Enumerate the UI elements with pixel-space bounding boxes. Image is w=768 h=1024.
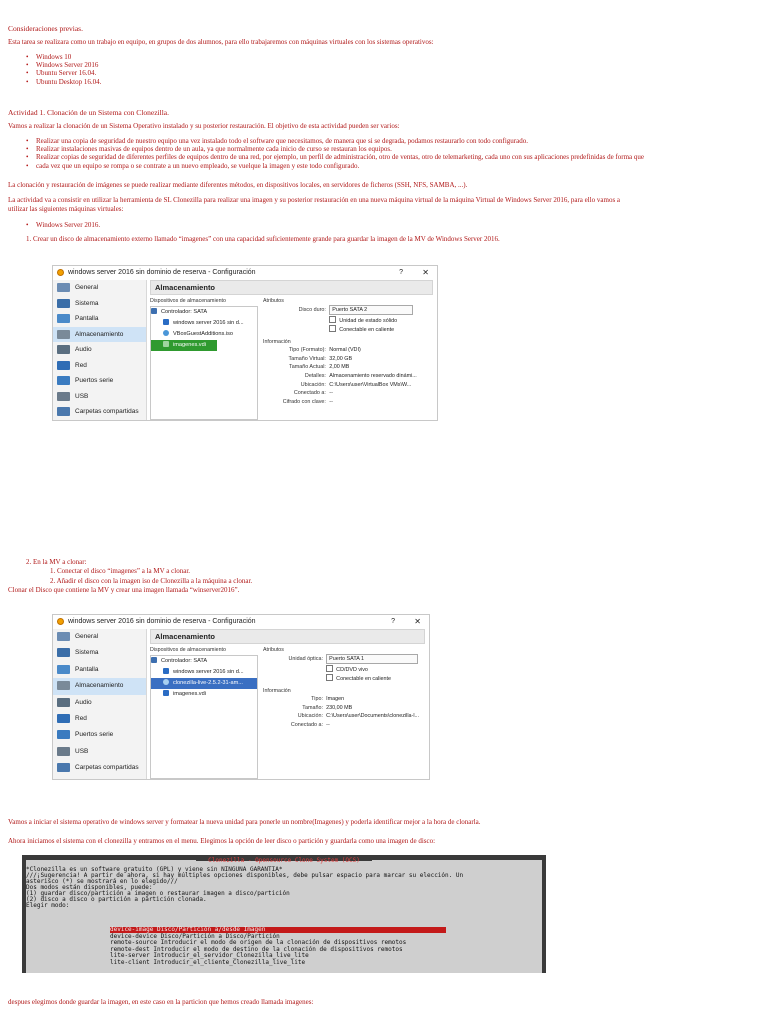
list-item: • Realizar copias de seguridad de diferentes perfiles de equipos dentro de una red, por ejemplo, un perfil de administración, otro de ventas, otro de telemarketing, cada uno con sus aplicaciones predefinidas de forma que	[22, 153, 644, 161]
sidebar-item-carpetas-compartidas[interactable]: Carpetas compartidas	[53, 760, 146, 776]
controller-icon	[151, 308, 157, 314]
menu-option[interactable]: remote-source Introducir el modo de origen de la clonación de dispositivos remotos	[110, 939, 407, 946]
menu-option[interactable]: device-device Disco/Partición a Disco/Partición	[110, 932, 280, 940]
controller-node[interactable]: Controlador: SATA	[151, 656, 257, 667]
info-row: Tipo: Imagen	[311, 696, 345, 703]
usb-icon	[57, 747, 70, 756]
hotplug-checkbox[interactable]	[329, 325, 336, 332]
menu-option-selected[interactable]: device-image Disco/Partición a/desde Imagen	[110, 927, 446, 933]
panel-title: Almacenamiento	[150, 629, 425, 644]
sidebar-item-usb[interactable]: USB	[53, 744, 146, 760]
optical-port-select[interactable]: Puerto SATA 1	[326, 654, 418, 664]
sidebar-item-pantalla[interactable]: Pantalla	[53, 311, 146, 327]
attributes-panel	[263, 297, 433, 420]
boot-paragraph: Ahora iniciamos el sistema con el clonezilla y entramos en el menu. Elegimos la opción de leer disco o partición y guardarla como una imagen de disco:	[8, 837, 436, 845]
optical-drive-label: Unidad óptica:	[288, 656, 323, 662]
live-cd-checkbox[interactable]	[326, 665, 333, 672]
storage-icon	[57, 330, 70, 339]
settings-main	[150, 629, 425, 779]
terminal-line: (1) guardar disco/partición a imagen o restaurar imagen a disco/partición	[26, 890, 290, 897]
sidebar-item-almacenamiento[interactable]: Almacenamiento	[53, 327, 146, 343]
close-button[interactable]: ✕	[414, 617, 421, 626]
tree-caption: Dispositivos de almacenamiento	[150, 298, 226, 304]
info-row: Tamaño Actual: 2,00 MB	[289, 364, 350, 371]
attributes-caption: Atributos	[263, 647, 284, 653]
list-item: • Realizar instalaciones masivas de equipos dentro de un aula, ya que normalmente cada inicio de curso se restauran los equipos.	[22, 145, 644, 153]
activity1-heading: Actividad 1. Clonación de un Sistema con Clonezilla.	[8, 108, 170, 117]
close-button[interactable]: ✕	[422, 268, 429, 277]
tree-caption: Dispositivos de almacenamiento	[150, 647, 226, 653]
sidebar-item-carpetas-compartidas[interactable]: Carpetas compartidas	[53, 404, 146, 420]
info-row: Conectado a: --	[290, 721, 330, 728]
controller-icon	[151, 657, 157, 663]
virtualbox-icon	[57, 269, 64, 276]
system-icon	[57, 648, 70, 657]
check-row	[263, 674, 425, 683]
after-paragraph: despues elegimos donde guardar la imagen, en este caso en la particion que hemos creado llamada imagenes:	[8, 998, 314, 1006]
device-node[interactable]: windows server 2016 sin d...	[151, 318, 257, 329]
intro-heading: Consideraciones previas.	[8, 24, 83, 33]
device-node[interactable]: windows server 2016 sin d...	[151, 667, 257, 678]
panel-title: Almacenamiento	[150, 280, 433, 295]
network-icon	[57, 361, 70, 370]
info-row: Ubicación: C:\Users\user\VirtualBox VMs\W...	[300, 381, 412, 388]
serial-port-icon	[57, 730, 70, 739]
info-row: Tamaño: 230,00 MB	[302, 704, 353, 711]
settings-sidebar	[53, 280, 147, 420]
dialog-title: windows server 2016 sin dominio de reserva - Configuración	[68, 269, 256, 276]
attributes-caption: Atributos	[263, 298, 284, 304]
shared-folder-icon	[57, 407, 70, 416]
clonar-instruction: Clonar el Disco que contiene la MV y crear una imagen llamada “winserver2016”.	[8, 586, 240, 594]
dialog-titlebar	[53, 615, 429, 628]
menu-option[interactable]: lite-client Introducir_el_cliente_Clonezilla_live_lite	[110, 958, 306, 966]
device-node[interactable]: VBoxGuestAdditions.iso	[151, 329, 257, 340]
step-2: 2. En la MV a clonar:	[26, 558, 87, 566]
live-cd-checkbox-label: CD/DVD vivo	[336, 667, 368, 673]
terminal-line: Elegir modo:	[26, 902, 70, 909]
sidebar-item-general[interactable]: General	[53, 280, 146, 296]
step-2-1: 1. Conectar el disco “imagenes” a la MV a clonar.	[50, 567, 191, 575]
terminal-line: *Clonezilla es un software gratuito (GPL) y viene sin NINGUNA GARANTIA*	[26, 866, 283, 873]
settings-sidebar	[53, 629, 147, 779]
storage-devices-panel	[150, 297, 258, 420]
info-row: Tamaño Virtual: 32,00 GB	[288, 355, 353, 362]
serial-port-icon	[57, 376, 70, 385]
display-icon	[57, 314, 70, 323]
network-icon	[57, 714, 70, 723]
shared-folder-icon	[57, 763, 70, 772]
clonation-paragraph: La clonación y restauración de imágenes se puede realizar mediante diferentes métodos, en dispositivos locales, en servidores de ficheros (SSH, NFS, SAMBA, ...).	[8, 181, 468, 189]
sidebar-item-pantalla[interactable]: Pantalla	[53, 662, 146, 678]
storage-devices-panel	[150, 646, 258, 779]
settings-main	[150, 280, 433, 420]
audio-icon	[57, 345, 70, 354]
general-icon	[57, 283, 70, 292]
terminal-line: ///¡Sugerencia! A partir de ahora, si hay múltiples opciones disponibles, debe pulsar espacio para marcar su elección. Un	[26, 872, 464, 879]
disk-icon	[163, 668, 169, 674]
info-caption: Información	[263, 339, 291, 346]
system-icon	[57, 299, 70, 308]
intro-text: Esta tarea se realizara como un trabajo en equipo, en grupos de dos alumnos, para ello trabajaremos con máquinas virtuales con los sistemas operativos:	[8, 38, 434, 46]
terminal-line: (2) disco a disco o partición a partición clonada.	[26, 896, 207, 903]
info-row: Ubicación: C:\Users\user\Documents\clonezilla-l...	[297, 713, 420, 720]
check-row	[263, 316, 433, 325]
info-row: Tipo (Formato): Normal (VDI)	[288, 347, 361, 354]
ssd-checkbox[interactable]	[329, 316, 336, 323]
disk-label: Disco duro:	[298, 307, 326, 313]
info-row: Cifrado con clave: --	[282, 398, 333, 405]
help-button[interactable]: ?	[399, 269, 403, 276]
general-icon	[57, 632, 70, 641]
optical-disc-icon	[163, 679, 169, 685]
info-row: Detalles: Almacenamiento reservado dinámi...	[304, 372, 417, 379]
terminal-title: Clonezilla - Opensource Clone System (OCS)	[22, 857, 546, 864]
check-row	[263, 665, 425, 674]
virtualbox-icon	[57, 618, 64, 625]
display-icon	[57, 665, 70, 674]
clonezilla-terminal	[22, 855, 546, 973]
sidebar-item-almacenamiento[interactable]: Almacenamiento	[53, 678, 146, 694]
dialog-titlebar	[53, 266, 437, 279]
storage-tree	[150, 655, 258, 779]
sidebar-item-sistema[interactable]: Sistema	[53, 645, 146, 661]
sidebar-item-red[interactable]: Red	[53, 358, 146, 374]
terminal-line: asterisco (*) se mostrará en lo elegido///	[26, 878, 178, 885]
activity-paragraph-b: utilizar las siguientes máquinas virtuales:	[8, 205, 124, 213]
sidebar-item-audio[interactable]: Audio	[53, 695, 146, 711]
sidebar-item-sistema[interactable]: Sistema	[53, 296, 146, 312]
list-item: • Realizar una copia de seguridad de nuestro equipo una vez instalado todo el software que necesitamos, de manera que si se degrada, podamos restaurarlo con todo configurado.	[22, 137, 644, 145]
sidebar-item-general[interactable]: General	[53, 629, 146, 645]
disk-port-select[interactable]: Puerto SATA 2	[329, 305, 413, 315]
hotplug-checkbox-label: Conectable en caliente	[339, 326, 395, 333]
ssd-checkbox-label: Unidad de estado sólido	[339, 318, 398, 324]
sidebar-item-audio[interactable]: Audio	[53, 342, 146, 358]
hotplug-checkbox[interactable]	[326, 674, 333, 681]
goals-list	[22, 137, 644, 170]
audio-icon	[57, 698, 70, 707]
menu-option[interactable]: remote-dest Introducir el modo de destino de la clonación de dispositivos remotos	[110, 945, 403, 953]
list-item: • Windows Server 2016	[22, 61, 101, 69]
storage-tree	[150, 306, 258, 420]
vms-list	[22, 221, 100, 229]
device-node-selected[interactable]: imagenes.vdi	[151, 340, 217, 351]
terminal-line: Dos modos están disponibles, puede:	[26, 884, 153, 891]
optical-disc-icon	[163, 330, 169, 336]
list-item: • Ubuntu Desktop 16.04.	[22, 78, 101, 86]
sidebar-item-usb[interactable]: USB	[53, 389, 146, 405]
disk-icon	[163, 319, 169, 325]
activity-paragraph-a: La actividad va a consistir en utilizar la herramienta de SL Clonezilla para realizar una imagen y su posterior restauración en una nueva máquina virtual de la máquina Virtual de Windows Server 2016, para ello vamos a	[8, 196, 621, 204]
start-paragraph: Vamos a iniciar el sistema operativo de windows server y formatear la nueva unidad para ponerle un nombre(Imagenes) y poderla identificar mejor a la hora de clonarla.	[8, 818, 481, 826]
sidebar-item-red[interactable]: Red	[53, 711, 146, 727]
list-item: • Ubuntu Server 16.04.	[22, 69, 101, 77]
device-node-selected[interactable]: clonezilla-live-2.5.2-31-am...	[151, 678, 257, 689]
dialog-title: windows server 2016 sin dominio de reserva - Configuración	[68, 618, 256, 625]
menu-option[interactable]: lite-server Introducir_el_servidor_Clonezilla_live_lite	[110, 952, 309, 959]
storage-icon	[57, 681, 70, 690]
check-row	[263, 325, 433, 334]
sidebar-item-puertos-serie[interactable]: Puertos serie	[53, 373, 146, 389]
sidebar-item-puertos-serie[interactable]: Puertos serie	[53, 727, 146, 743]
step-1: 1. Crear un disco de almacenamiento externo llamado “imagenes” con una capacidad suficientemente grande para guardar la imagen de la MV de Windows Server 2016.	[26, 235, 500, 243]
vbox-settings-dialog-2	[52, 614, 430, 780]
hotplug-checkbox-label: Conectable en caliente	[336, 675, 392, 682]
help-button[interactable]: ?	[391, 618, 395, 625]
usb-icon	[57, 392, 70, 401]
list-item: • cada vez que un equipo se rompa o se contrate a un nuevo empleado, se vuelque la imagen y este todo configurado.	[22, 162, 644, 170]
device-node[interactable]: imagenes.vdi	[151, 689, 257, 700]
attributes-panel	[263, 646, 425, 779]
disk-icon	[163, 690, 169, 696]
list-item: • Windows 10	[22, 53, 101, 61]
disk-row	[263, 305, 433, 316]
activity1-text: Vamos a realizar la clonación de un Sistema Operativo instalado y su posterior restauración. El objetivo de esta actividad pueden ser varios:	[8, 122, 400, 130]
systems-list	[22, 53, 101, 86]
optical-drive-row	[263, 654, 425, 665]
step-2-2: 2. Añadir el disco con la imagen iso de Clonezilla a la máquina a clonar.	[50, 577, 253, 585]
info-caption: Información	[263, 688, 291, 695]
vbox-settings-dialog-1	[52, 265, 438, 421]
disk-icon	[163, 341, 169, 347]
controller-node[interactable]: Controlador: SATA	[151, 307, 257, 318]
info-row: Conectado a: --	[293, 390, 333, 397]
list-item: • Windows Server 2016.	[22, 221, 100, 229]
